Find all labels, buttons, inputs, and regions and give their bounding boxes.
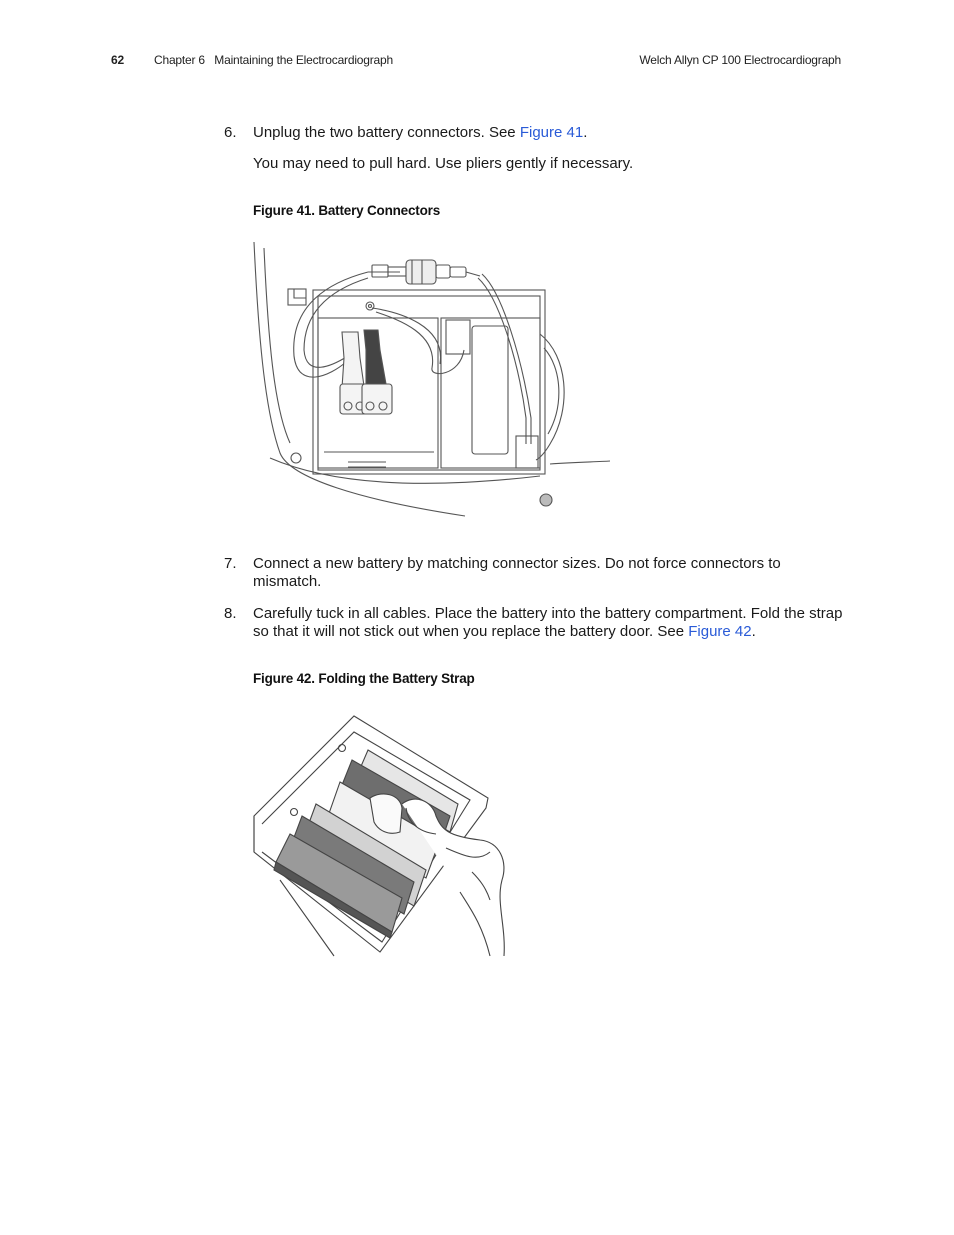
step-6-note: You may need to pull hard. Use pliers gently if necessary. [253,155,634,172]
step-text: Connect a new battery by matching connector sizes. Do not force connectors to mismatch. [253,555,781,590]
step-text-end: . [583,124,588,141]
figure-41-link[interactable]: Figure 41 [519,124,584,141]
step-number: 8. [224,605,237,622]
figure-42-caption: Figure 42. Folding the Battery Strap [253,671,475,686]
page-number: 62 [111,53,124,67]
figure-42-link[interactable]: Figure 42 [688,623,752,640]
figure-41-caption: Figure 41. Battery Connectors [253,203,440,218]
chapter-title: Chapter 6 Maintaining the Electrocardiograph [154,53,393,67]
step-text-body: Carefully tuck in all cables. Place the battery into the battery compartment. Fold the strap so that it will not stick out when you replace the battery door. See [253,605,843,640]
step-text-body: Unplug the two battery connectors. See [253,124,520,141]
battery-connectors-illustration [250,238,615,523]
step-text [253,605,843,641]
product-title: Welch Allyn CP 100 Electrocardiograph [639,53,841,67]
step-text [253,124,843,142]
folding-battery-strap-illustration [250,712,515,962]
step-text-end: . [751,623,756,640]
step-number: 6. [224,124,237,141]
step-number: 7. [224,555,237,572]
